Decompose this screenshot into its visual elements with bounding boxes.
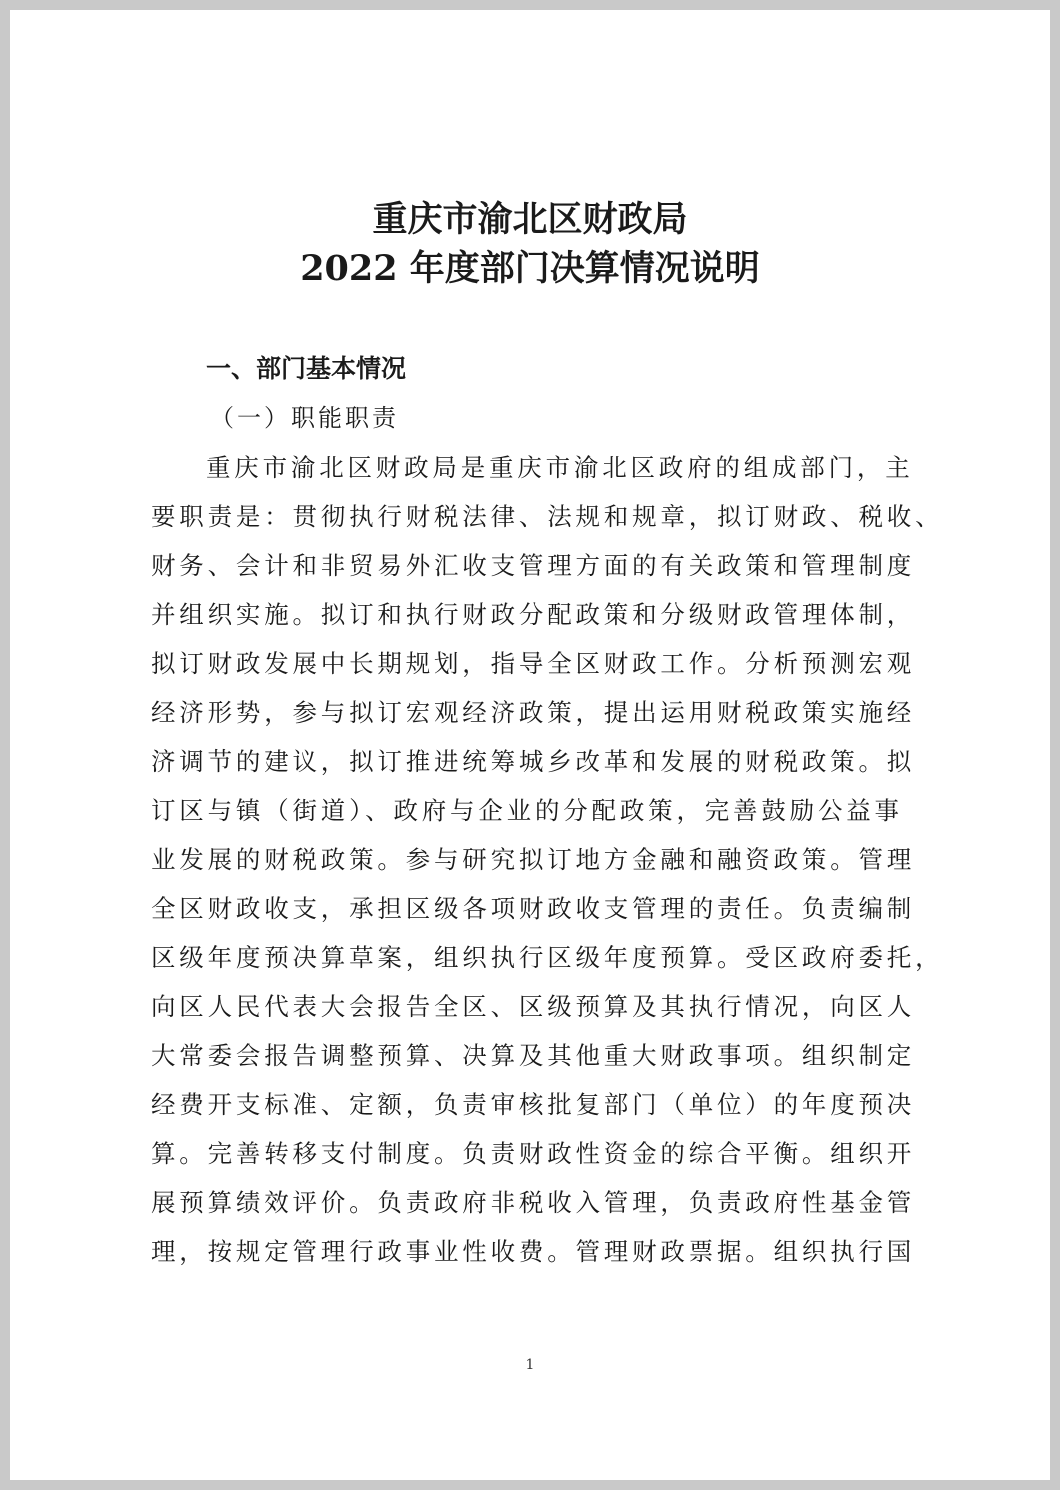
section-heading: 一、部门基本情况 xyxy=(206,354,407,383)
body-line: 向区人民代表大会报告全区、区级预算及其执行情况，向区人 xyxy=(151,992,916,1021)
document-page xyxy=(10,10,1050,1480)
body-line: 理，按规定管理行政事业性收费。管理财政票据。组织执行国 xyxy=(151,1237,916,1266)
body-line: 算。完善转移支付制度。负责财政性资金的综合平衡。组织开 xyxy=(151,1139,916,1168)
body-line: 经费开支标准、定额，负责审核批复部门（单位）的年度预决 xyxy=(151,1090,916,1119)
body-line: 区级年度预决算草案，组织执行区级年度预算。受区政府委托， xyxy=(151,943,944,972)
document-title-line2: 2022 年度部门决算情况说明 xyxy=(300,248,760,289)
body-line: 重庆市渝北区财政局是重庆市渝北区政府的组成部门，主 xyxy=(206,453,914,482)
body-line: 业发展的财税政策。参与研究拟订地方金融和融资政策。管理 xyxy=(151,845,916,874)
body-line: 大常委会报告调整预算、决算及其他重大财政事项。组织制定 xyxy=(151,1041,916,1070)
body-line: 订区与镇（街道）、政府与企业的分配政策，完善鼓励公益事 xyxy=(151,796,903,825)
body-line: 济调节的建议，拟订推进统筹城乡改革和发展的财税政策。拟 xyxy=(151,747,916,776)
document-title-line1: 重庆市渝北区财政局 xyxy=(372,199,688,240)
body-line: 拟订财政发展中长期规划，指导全区财政工作。分析预测宏观 xyxy=(151,649,916,678)
body-line: 财务、会计和非贸易外汇收支管理方面的有关政策和管理制度 xyxy=(151,551,916,580)
page-number: 1 xyxy=(525,1357,535,1373)
body-line: 并组织实施。拟订和执行财政分配政策和分级财政管理体制， xyxy=(151,600,916,629)
body-line: 展预算绩效评价。负责政府非税收入管理，负责政府性基金管 xyxy=(151,1188,916,1217)
subsection-heading: （一）职能职责 xyxy=(210,404,399,432)
body-line: 全区财政收支，承担区级各项财政收支管理的责任。负责编制 xyxy=(151,894,916,923)
body-line: 经济形势，参与拟订宏观经济政策，提出运用财税政策实施经 xyxy=(151,698,916,727)
body-line: 要职责是：贯彻执行财税法律、法规和规章，拟订财政、税收、 xyxy=(151,502,944,531)
